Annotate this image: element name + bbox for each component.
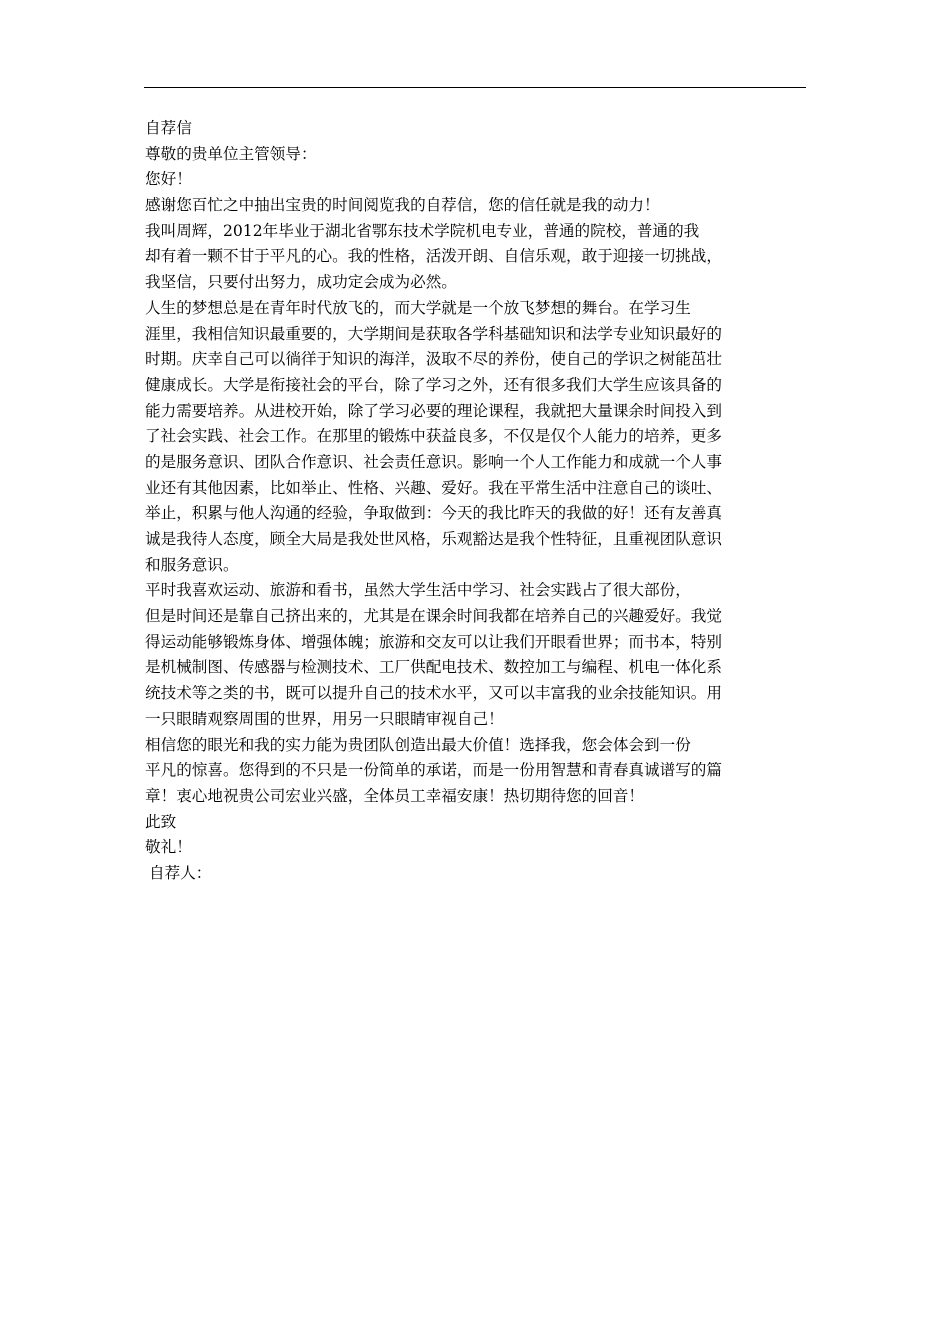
salutation: 尊敬的贵单位主管领导：: [145, 144, 317, 163]
letter-line: 却有着一颗不甘于平凡的心。我的性格，活泼开朗、自信乐观，敢于迎接一切挑战，: [145, 247, 722, 266]
letter-line: 业还有其他因素，比如举止、性格、兴趣、爱好。我在平常生活中注意自己的谈吐、: [145, 478, 722, 497]
header-rule: [144, 87, 806, 88]
letter-line: 相信您的眼光和我的实力能为贵团队创造出最大价值！选择我，您会体会到一份: [145, 735, 691, 754]
letter-line: 举止，积累与他人沟通的经验，争取做到：今天的我比昨天的我做的好！还有友善真: [145, 504, 722, 523]
letter-line: 统技术等之类的书，既可以提升自己的技术水平，又可以丰富我的业余技能知识。用: [145, 684, 722, 703]
signature-label: 自荐人：: [149, 863, 212, 882]
letter-line: 一只眼睛观察周围的世界，用另一只眼睛审视自己！: [145, 709, 504, 728]
greeting: 您好！: [145, 170, 192, 189]
letter-line: 平凡的惊喜。您得到的不只是一份简单的承诺，而是一份用智慧和青春真诚谱写的篇: [145, 761, 722, 780]
letter-line: 我叫周辉，2012年毕业于湖北省鄂东技术学院机电专业，普通的院校，普通的我: [145, 221, 700, 240]
letter-line: 了社会实践、社会工作。在那里的锻炼中获益良多，不仅是仅个人能力的培养，更多: [145, 427, 722, 446]
letter-line: 人生的梦想总是在青年时代放飞的，而大学就是一个放飞梦想的舞台。在学习生: [145, 298, 691, 317]
closing-regards: 敬礼！: [145, 838, 192, 857]
letter-line: 能力需要培养。从进校开始，除了学习必要的理论课程，我就把大量课余时间投入到: [145, 401, 722, 420]
letter-line: 我坚信，只要付出努力，成功定会成为必然。: [145, 273, 457, 292]
letter-body: [145, 116, 775, 887]
letter-line: 时期。庆幸自己可以徜徉于知识的海洋，汲取不尽的养份，使自己的学识之树能茁壮: [145, 350, 722, 369]
letter-line: 章！衷心地祝贵公司宏业兴盛，全体员工幸福安康！热切期待您的回音！: [145, 786, 645, 805]
closing-line: 此致: [145, 812, 177, 831]
letter-line: 和服务意识。: [145, 555, 239, 574]
letter-line: 诚是我待人态度，顾全大局是我处世风格，乐观豁达是我个性特征，且重视团队意识: [145, 530, 722, 548]
letter-line: 是机械制图、传感器与检测技术、工厂供配电技术、数控加工与编程、机电一体化系: [145, 658, 722, 677]
letter-line: 涯里，我相信知识最重要的，大学期间是获取各学科基础知识和法学专业知识最好的: [145, 324, 722, 343]
letter-line: 但是时间还是靠自己挤出来的，尤其是在课余时间我都在培养自己的兴趣爱好。我觉: [145, 607, 722, 626]
letter-line: 得运动能够锻炼身体、增强体魄；旅游和交友可以让我们开眼看世界；而书本，特别: [145, 632, 722, 651]
letter-title: 自荐信: [145, 119, 192, 137]
letter-line: 感谢您百忙之中抽出宝贵的时间阅览我的自荐信，您的信任就是我的动力！: [145, 196, 660, 215]
letter-line: 的是服务意识、团队合作意识、社会责任意识。影响一个人工作能力和成就一个人事: [145, 452, 722, 471]
letter-line: 平时我喜欢运动、旅游和看书，虽然大学生活中学习、社会实践占了很大部份，: [145, 581, 691, 600]
letter-line: 健康成长。大学是衔接社会的平台，除了学习之外，还有很多我们大学生应该具备的: [145, 375, 722, 394]
